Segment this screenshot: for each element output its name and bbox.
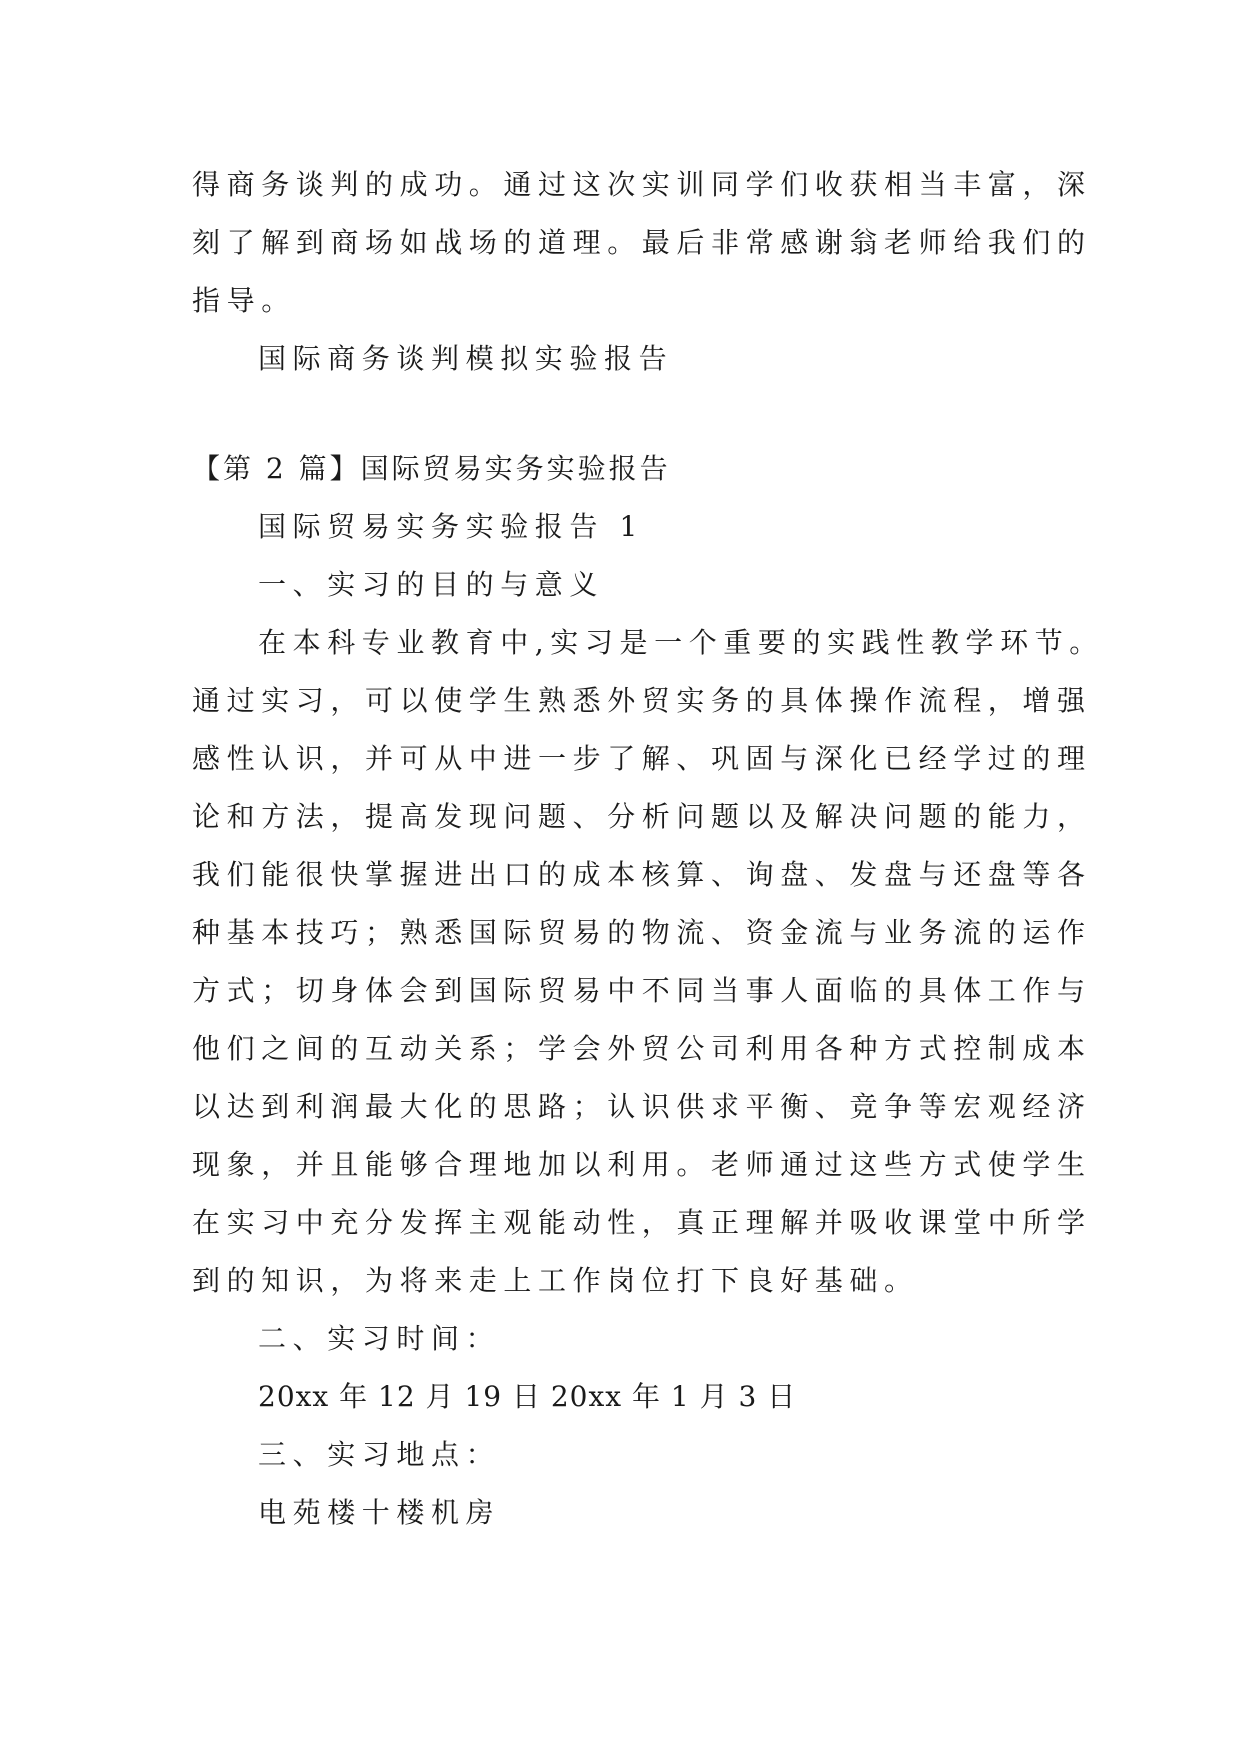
paragraph-line: 感性认识，并可从中进一步了解、巩固与深化已经学过的理 <box>192 742 1092 775</box>
location-heading: 三、实习地点： <box>258 1438 501 1471</box>
paragraph-line: 得商务谈判的成功。通过这次实训同学们收获相当丰富，深 <box>192 168 1092 201</box>
purpose-heading: 一、实习的目的与意义 <box>258 568 605 601</box>
paragraph-line: 刻了解到商场如战场的道理。最后非常感谢翁老师给我们的 <box>192 226 1092 259</box>
document-body <box>192 156 1104 1542</box>
report-title: 国际贸易实务实验报告 1 <box>258 510 644 543</box>
paragraph-line: 现象，并且能够合理地加以利用。老师通过这些方式使学生 <box>192 1148 1092 1181</box>
time-heading: 二、实习时间： <box>258 1322 501 1355</box>
paragraph-line: 通过实习，可以使学生熟悉外贸实务的具体操作流程，增强 <box>192 684 1092 717</box>
paragraph-line: 方式；切身体会到国际贸易中不同当事人面临的具体工作与 <box>192 974 1092 1007</box>
location-value: 电苑楼十楼机房 <box>258 1496 501 1529</box>
paragraph-line: 种基本技巧；熟悉国际贸易的物流、资金流与业务流的运作 <box>192 916 1092 949</box>
time-value: 20xx 年 12 月 19 日 20xx 年 1 月 3 日 <box>258 1380 797 1413</box>
paragraph-line: 在实习中充分发挥主观能动性，真正理解并吸收课堂中所学 <box>192 1206 1092 1239</box>
section-heading: 【第 2 篇】国际贸易实务实验报告 <box>192 452 671 485</box>
paragraph-line: 以达到利润最大化的思路；认识供求平衡、竞争等宏观经济 <box>192 1090 1092 1123</box>
paragraph-line: 他们之间的互动关系；学会外贸公司利用各种方式控制成本 <box>192 1032 1092 1065</box>
spacer <box>192 388 1060 440</box>
paragraph-line: 指导。 <box>192 284 296 317</box>
paragraph-line: 我们能很快掌握进出口的成本核算、询盘、发盘与还盘等各 <box>192 858 1092 891</box>
paragraph-line: 到的知识，为将来走上工作岗位打下良好基础。 <box>192 1264 919 1297</box>
paragraph-line: 在本科专业教育中,实习是一个重要的实践性教学环节。 <box>258 626 1104 659</box>
paragraph-line: 论和方法，提高发现问题、分析问题以及解决问题的能力， <box>192 800 1092 833</box>
closing-title: 国际商务谈判模拟实验报告 <box>258 342 674 375</box>
